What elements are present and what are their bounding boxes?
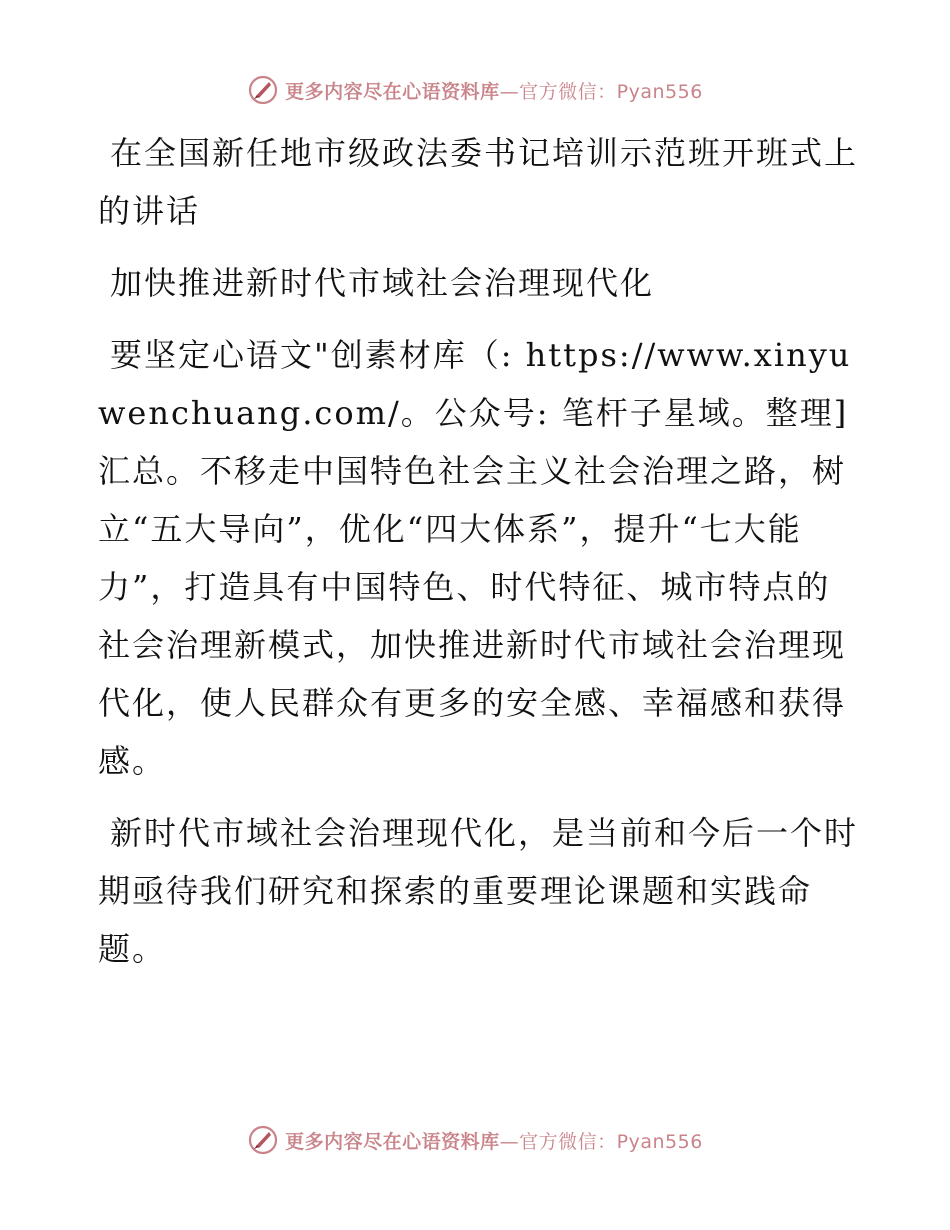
watermark-main-text: 更多内容尽在心语资料库 <box>285 1130 500 1153</box>
watermark-wechat-text: 官方微信：Pyan556 <box>519 1130 703 1153</box>
header-watermark <box>0 70 950 110</box>
document-body <box>98 124 858 992</box>
body-paragraph: 新时代市域社会治理现代化，是当前和今后一个时期亟待我们研究和探索的重要理论课题和实践命题。 <box>98 814 859 968</box>
body-paragraph: 要坚定心语文"创素材库（: https://www.xinyuwenchuang.com/。公众号: 笔杆子星域。整理]汇总。不移走中国特色社会主义社会治理之路，树立“五大导向”，优化“四大体系”，提升“七大能力”，打造具有中国特色、时代特征、城市特点的社会治理新模式，加快推进新时代市域社会治理现代化，使人民群众有更多的安全感、幸福感和获得感。 <box>98 336 852 780</box>
document-subtitle: 加快推进新时代市域社会治理现代化 <box>110 264 655 302</box>
watermark-separator: — <box>499 1130 520 1153</box>
quill-logo-icon <box>247 74 279 106</box>
footer-watermark <box>0 1120 950 1160</box>
watermark-main-text: 更多内容尽在心语资料库 <box>285 80 500 103</box>
quill-logo-icon <box>247 1124 279 1156</box>
watermark-wechat-text: 官方微信：Pyan556 <box>519 80 703 103</box>
document-title: 在全国新任地市级政法委书记培训示范班开班式上的讲话 <box>98 134 859 230</box>
watermark-separator: — <box>499 80 520 103</box>
